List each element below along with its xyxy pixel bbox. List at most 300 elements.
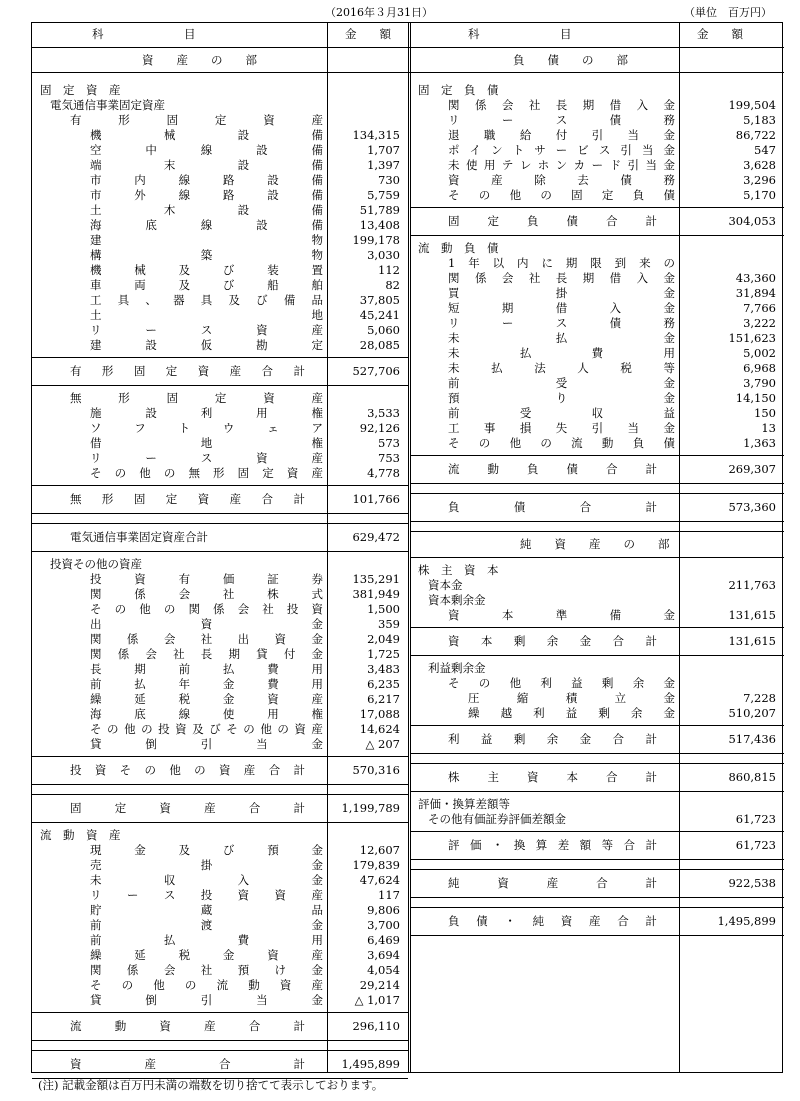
line-item-value: 1,397	[367, 158, 400, 172]
line-item-label	[90, 873, 323, 888]
label-char: ス	[163, 888, 176, 902]
label-char: 純	[532, 914, 545, 928]
label-char: 計	[293, 801, 305, 815]
line-item-label	[90, 647, 323, 662]
label-char: 投	[90, 572, 102, 586]
row-rule	[410, 869, 784, 870]
line-item-label	[70, 113, 323, 128]
label-char: 備	[311, 128, 323, 142]
label-char: 証	[267, 572, 279, 586]
label-char: 設	[237, 203, 250, 217]
label-char: 債	[663, 436, 675, 450]
label-char: 給	[519, 128, 532, 142]
label-char: 形	[118, 113, 130, 127]
subtotal-label	[70, 1057, 305, 1072]
row-rule	[32, 357, 408, 358]
row-rule	[410, 483, 784, 484]
label-char: ー	[555, 143, 568, 157]
label-char: 金	[663, 391, 675, 405]
label-char: 関	[90, 963, 102, 977]
line-item-value: 61,723	[735, 812, 776, 826]
column-divider	[408, 23, 409, 1072]
label-char: 資	[197, 492, 210, 506]
label-char: 繰	[90, 948, 102, 962]
label-char: 前	[178, 662, 191, 676]
label-char: 務	[663, 173, 675, 187]
line-item-value: 179,839	[352, 858, 400, 872]
label-char: 金	[663, 301, 675, 315]
label-char: 物	[311, 233, 323, 247]
line-item-value: 31,894	[735, 286, 776, 300]
subtotal-value: 629,472	[352, 530, 400, 544]
label-char: 金	[663, 128, 675, 142]
label-char: 固	[237, 466, 250, 480]
row-rule	[32, 784, 408, 785]
label-char: 車	[90, 278, 102, 292]
label-char: そ	[226, 722, 238, 736]
label-char: 債	[513, 500, 526, 514]
label-char: 産	[229, 492, 242, 506]
label-char: 係	[126, 632, 139, 646]
line-item-label	[90, 918, 323, 933]
label-char: 中	[145, 143, 157, 157]
label-char: 会	[145, 647, 157, 661]
label-char: 受	[519, 406, 532, 420]
label-char: 利	[540, 676, 552, 690]
label-char: 備	[311, 188, 323, 202]
label-char: 税	[178, 692, 191, 706]
line-item-value: 730	[378, 173, 400, 187]
label-char: 負	[632, 436, 645, 450]
label-char: 価	[469, 838, 482, 852]
line-item-label	[448, 676, 675, 691]
label-char: 立	[614, 691, 627, 705]
label-char: 産	[311, 451, 323, 465]
label-char: 用	[267, 707, 279, 721]
label-char: 本	[480, 634, 493, 648]
label-char: 建	[90, 233, 102, 247]
label-char: 備	[311, 173, 323, 187]
label-char: ポ	[448, 143, 460, 157]
label-char: 用	[311, 662, 323, 676]
label-char: 合	[268, 763, 281, 777]
line-item-label	[90, 278, 323, 293]
label-char: 定	[262, 466, 274, 480]
row-rule	[410, 557, 784, 558]
label-char: 法	[534, 361, 546, 375]
label-char: 金	[579, 634, 592, 648]
label-char: 買	[448, 286, 460, 300]
label-char: ト	[178, 421, 191, 435]
label-char: 会	[163, 963, 176, 977]
label-char: の	[184, 978, 197, 992]
label-char: 長	[555, 98, 568, 112]
line-item-value: 92,126	[359, 421, 400, 435]
label-char: 施	[90, 406, 102, 420]
row-rule	[32, 385, 408, 386]
line-item-label: 投資その他の資産	[50, 557, 142, 571]
subtotal-value: 61,723	[735, 838, 776, 852]
line-item-value: 3,790	[743, 376, 776, 390]
label-char: 資	[70, 1057, 82, 1071]
label-char: ー	[501, 113, 514, 127]
label-char: 設	[256, 218, 268, 232]
line-item-label	[90, 662, 323, 677]
label-char: 器	[173, 293, 185, 307]
label-char: 会	[501, 271, 514, 285]
line-item-label	[448, 608, 675, 623]
row-rule	[32, 822, 408, 823]
label-char: 合	[612, 634, 625, 648]
row-rule	[410, 935, 784, 936]
label-char: 品	[311, 293, 323, 307]
line-item-value: 45,241	[359, 308, 400, 322]
label-char: 引	[627, 158, 640, 172]
label-char: 産	[311, 978, 323, 992]
label-char: 債	[566, 462, 578, 476]
subtotal-value: 517,436	[728, 732, 776, 746]
label-char: 線	[200, 218, 213, 232]
line-item-value: 43,360	[735, 271, 776, 285]
label-char: 社	[173, 647, 185, 661]
label-char: 権	[311, 707, 323, 721]
line-item-value: 7,228	[743, 691, 776, 705]
label-char: ェ	[267, 421, 279, 435]
label-char: 務	[663, 113, 675, 127]
label-char: 費	[267, 677, 279, 691]
row-rule	[410, 725, 784, 726]
label-char: ー	[145, 323, 157, 337]
label-char: 無	[70, 391, 82, 405]
label-char: 益	[565, 706, 578, 720]
label-char: ス	[555, 316, 568, 330]
label-char: の	[114, 602, 127, 616]
line-item-label	[90, 293, 323, 308]
label-char: 金	[311, 737, 323, 751]
row-rule	[32, 485, 408, 486]
label-char: 流	[448, 462, 460, 476]
row-rule	[32, 551, 408, 552]
label-char: 産	[311, 888, 323, 902]
line-item-label	[90, 173, 323, 188]
label-char: 長	[555, 271, 568, 285]
label-char: 計	[645, 732, 657, 746]
line-item-value: 5,183	[743, 113, 776, 127]
line-item-value: 5,170	[743, 188, 776, 202]
subtotal-label	[70, 763, 305, 778]
line-item-value: 1,725	[367, 647, 400, 661]
label-char: 去	[577, 173, 589, 187]
label-char: そ	[90, 978, 102, 992]
label-char: 税	[620, 361, 632, 375]
label-char: 資	[448, 608, 460, 622]
label-char: 固	[70, 801, 82, 815]
line-item-label	[468, 706, 675, 721]
line-item-value: 86,722	[735, 128, 776, 142]
label-char: ス	[555, 113, 568, 127]
label-char: 他	[139, 602, 151, 616]
row-rule	[32, 47, 784, 48]
label-char: 産	[204, 801, 216, 815]
label-char: 利	[533, 706, 545, 720]
label-char: 当	[256, 993, 268, 1007]
label-char: 預	[267, 843, 279, 857]
label-char: 及	[178, 278, 191, 292]
label-char: 金	[311, 993, 323, 1007]
row-rule	[410, 753, 784, 754]
label-char: 差	[557, 838, 570, 852]
label-char: 定	[487, 214, 499, 228]
label-char: 負	[527, 462, 539, 476]
label-char: 関	[448, 271, 460, 285]
row-rule	[410, 897, 784, 898]
label-char: 退	[448, 128, 460, 142]
label-char: 品	[311, 903, 323, 917]
label-char: 産	[144, 1057, 156, 1071]
line-item-label	[448, 421, 675, 436]
label-char: 計	[293, 492, 305, 506]
label-char: 計	[645, 876, 657, 890]
line-item-value: 9,806	[367, 903, 400, 917]
line-item-label	[90, 617, 323, 632]
label-char: 益	[480, 732, 493, 746]
label-char: 引	[200, 993, 213, 1007]
subtotal-label	[448, 462, 657, 477]
label-char: ー	[591, 158, 604, 172]
line-item-label	[448, 316, 675, 331]
label-char: 動	[114, 1019, 127, 1033]
line-item-label	[448, 173, 675, 188]
label-char: 計	[293, 1057, 305, 1071]
label-char: 備	[311, 158, 323, 172]
label-char: 債	[663, 188, 675, 202]
label-char: 固	[166, 113, 179, 127]
label-char: 資	[448, 173, 460, 187]
line-item-value: 29,214	[359, 978, 400, 992]
label-char: 会	[237, 602, 250, 616]
label-char: 純	[448, 876, 460, 890]
label-char: 入	[237, 873, 250, 887]
label-char: そ	[448, 436, 460, 450]
label-char: 計	[293, 364, 305, 378]
label-char: の	[540, 436, 552, 450]
line-item-value: 13	[761, 421, 776, 435]
label-char: 株	[448, 770, 460, 784]
label-char: 合	[596, 876, 608, 890]
label-char: 当	[627, 128, 640, 142]
label-char: 産	[311, 391, 323, 405]
label-char: の	[478, 436, 491, 450]
line-item-value: △ 1,017	[354, 993, 400, 1007]
label-char: 期	[228, 647, 240, 661]
row-rule	[410, 207, 784, 208]
line-item-value: 5,759	[367, 188, 400, 202]
line-item-value: 6,968	[743, 361, 776, 375]
line-item-label	[90, 308, 323, 323]
label-char: ウ	[222, 421, 235, 435]
label-char: 未	[448, 346, 460, 360]
label-char: 年	[468, 256, 480, 270]
label-char: 設	[237, 158, 250, 172]
label-char: 倒	[145, 993, 157, 1007]
label-char: 土	[90, 308, 102, 322]
line-item-value: △ 207	[365, 737, 400, 751]
label-char: 資	[267, 692, 279, 706]
label-char: 前	[90, 918, 102, 932]
label-char: 引	[591, 421, 604, 435]
section-title-net-assets: 純 資 産 の 部	[520, 537, 670, 551]
label-char: 金	[663, 691, 675, 705]
label-char: 係	[474, 98, 487, 112]
label-char: 勘	[256, 338, 268, 352]
label-char: び	[222, 843, 235, 857]
label-char: ・	[504, 914, 516, 928]
row-rule	[410, 531, 784, 532]
label-char: 置	[311, 263, 323, 277]
row-rule	[32, 523, 408, 524]
line-item-value: 211,763	[728, 578, 776, 592]
subtotal-label	[448, 634, 657, 649]
label-char: ア	[311, 421, 323, 435]
label-char: 当	[627, 421, 640, 435]
label-char: 設	[145, 338, 157, 352]
label-char: 費	[267, 662, 279, 676]
subtotal-label: 電気通信事業固定資産合計	[70, 530, 208, 544]
label-char: 産	[243, 763, 256, 777]
line-item-value: 2,049	[367, 632, 400, 646]
label-char: 線	[178, 173, 191, 187]
label-char: 期	[582, 98, 595, 112]
line-item-value: 3,030	[367, 248, 400, 262]
label-char: 舶	[311, 278, 323, 292]
label-char: リ	[90, 451, 102, 465]
label-char: 株	[267, 587, 279, 601]
line-item-label	[448, 256, 675, 271]
label-char: 越	[500, 706, 513, 720]
label-char: 他	[139, 466, 151, 480]
label-char: 海	[90, 218, 102, 232]
label-char: 価	[222, 572, 235, 586]
line-item-label	[448, 98, 675, 113]
line-item-value: 112	[378, 263, 400, 277]
line-item-label	[90, 188, 323, 203]
label-char: の	[243, 722, 255, 736]
label-char: 準	[555, 608, 568, 622]
label-char: 金	[222, 692, 235, 706]
line-item-value: 134,315	[352, 128, 400, 142]
label-char: 社	[222, 587, 235, 601]
label-char: 出	[90, 617, 102, 631]
line-item-value: 13,408	[359, 218, 400, 232]
label-char: 等	[663, 361, 675, 375]
label-char: 払	[163, 933, 176, 947]
label-char: 務	[663, 316, 675, 330]
label-char: 社	[528, 271, 541, 285]
label-char: 未	[90, 873, 102, 887]
subtotal-label	[448, 732, 657, 747]
label-char: 入	[636, 271, 649, 285]
line-item-label	[90, 323, 323, 338]
label-char: 預	[448, 391, 460, 405]
label-char: 資	[279, 978, 292, 992]
label-char: 資	[218, 763, 231, 777]
label-char: 計	[293, 1019, 305, 1033]
label-char: 備	[609, 608, 622, 622]
label-char: 合	[606, 462, 618, 476]
label-char: 地	[311, 308, 323, 322]
label-char: 築	[200, 248, 213, 262]
line-item-label	[90, 632, 323, 647]
line-item-label	[448, 113, 675, 128]
line-item-value: 3,533	[367, 406, 400, 420]
label-char: 定	[214, 113, 227, 127]
label-char: 本	[566, 770, 578, 784]
row-rule	[410, 859, 784, 860]
label-char: ス	[200, 451, 213, 465]
label-char: 債	[476, 914, 488, 928]
label-char: 装	[267, 263, 279, 277]
line-item-label	[448, 188, 675, 203]
label-char: 投	[70, 763, 82, 777]
label-char: び	[256, 293, 268, 307]
label-char: の	[141, 722, 153, 736]
line-item-label	[90, 933, 323, 948]
label-char: り	[555, 391, 568, 405]
label-char: 定	[214, 391, 227, 405]
label-char: 工	[448, 421, 460, 435]
label-char: 他	[169, 763, 181, 777]
label-char: 金	[222, 948, 235, 962]
label-char: 土	[90, 203, 102, 217]
label-char: リ	[448, 113, 460, 127]
label-char: 設	[145, 406, 157, 420]
label-char: 引	[591, 128, 604, 142]
label-char: 剰	[513, 732, 526, 746]
label-char: 有	[70, 113, 82, 127]
label-char: け	[274, 963, 287, 977]
line-item-value: 753	[378, 451, 400, 465]
label-char: 、	[145, 293, 157, 307]
label-char: び	[222, 278, 235, 292]
line-item-label: 流 動 負 債	[418, 241, 499, 255]
label-char: 式	[311, 587, 323, 601]
label-char: 積	[565, 691, 578, 705]
label-char: 益	[571, 676, 583, 690]
label-char: 金	[311, 617, 323, 631]
label-char: 及	[192, 722, 204, 736]
label-char: 設	[267, 173, 279, 187]
label-char: 権	[311, 436, 323, 450]
line-item-value: 5,060	[367, 323, 400, 337]
line-item-label	[90, 263, 323, 278]
label-char: 底	[145, 218, 157, 232]
row-rule	[410, 455, 784, 456]
subtotal-value: 573,360	[728, 500, 776, 514]
line-item-label: 流 動 資 産	[40, 828, 121, 842]
label-char: 固	[133, 492, 146, 506]
label-char: 計	[645, 500, 657, 514]
line-item-value: 14,150	[735, 391, 776, 405]
label-char: 建	[90, 338, 102, 352]
label-char: 繰	[468, 706, 480, 720]
line-item-label: 資本剰余金	[428, 593, 486, 607]
row-rule	[410, 907, 784, 908]
label-char: 合	[248, 801, 261, 815]
line-item-label	[90, 421, 323, 436]
subtotal-label	[448, 214, 657, 229]
label-char: 資	[256, 323, 268, 337]
label-char: 計	[645, 770, 657, 784]
